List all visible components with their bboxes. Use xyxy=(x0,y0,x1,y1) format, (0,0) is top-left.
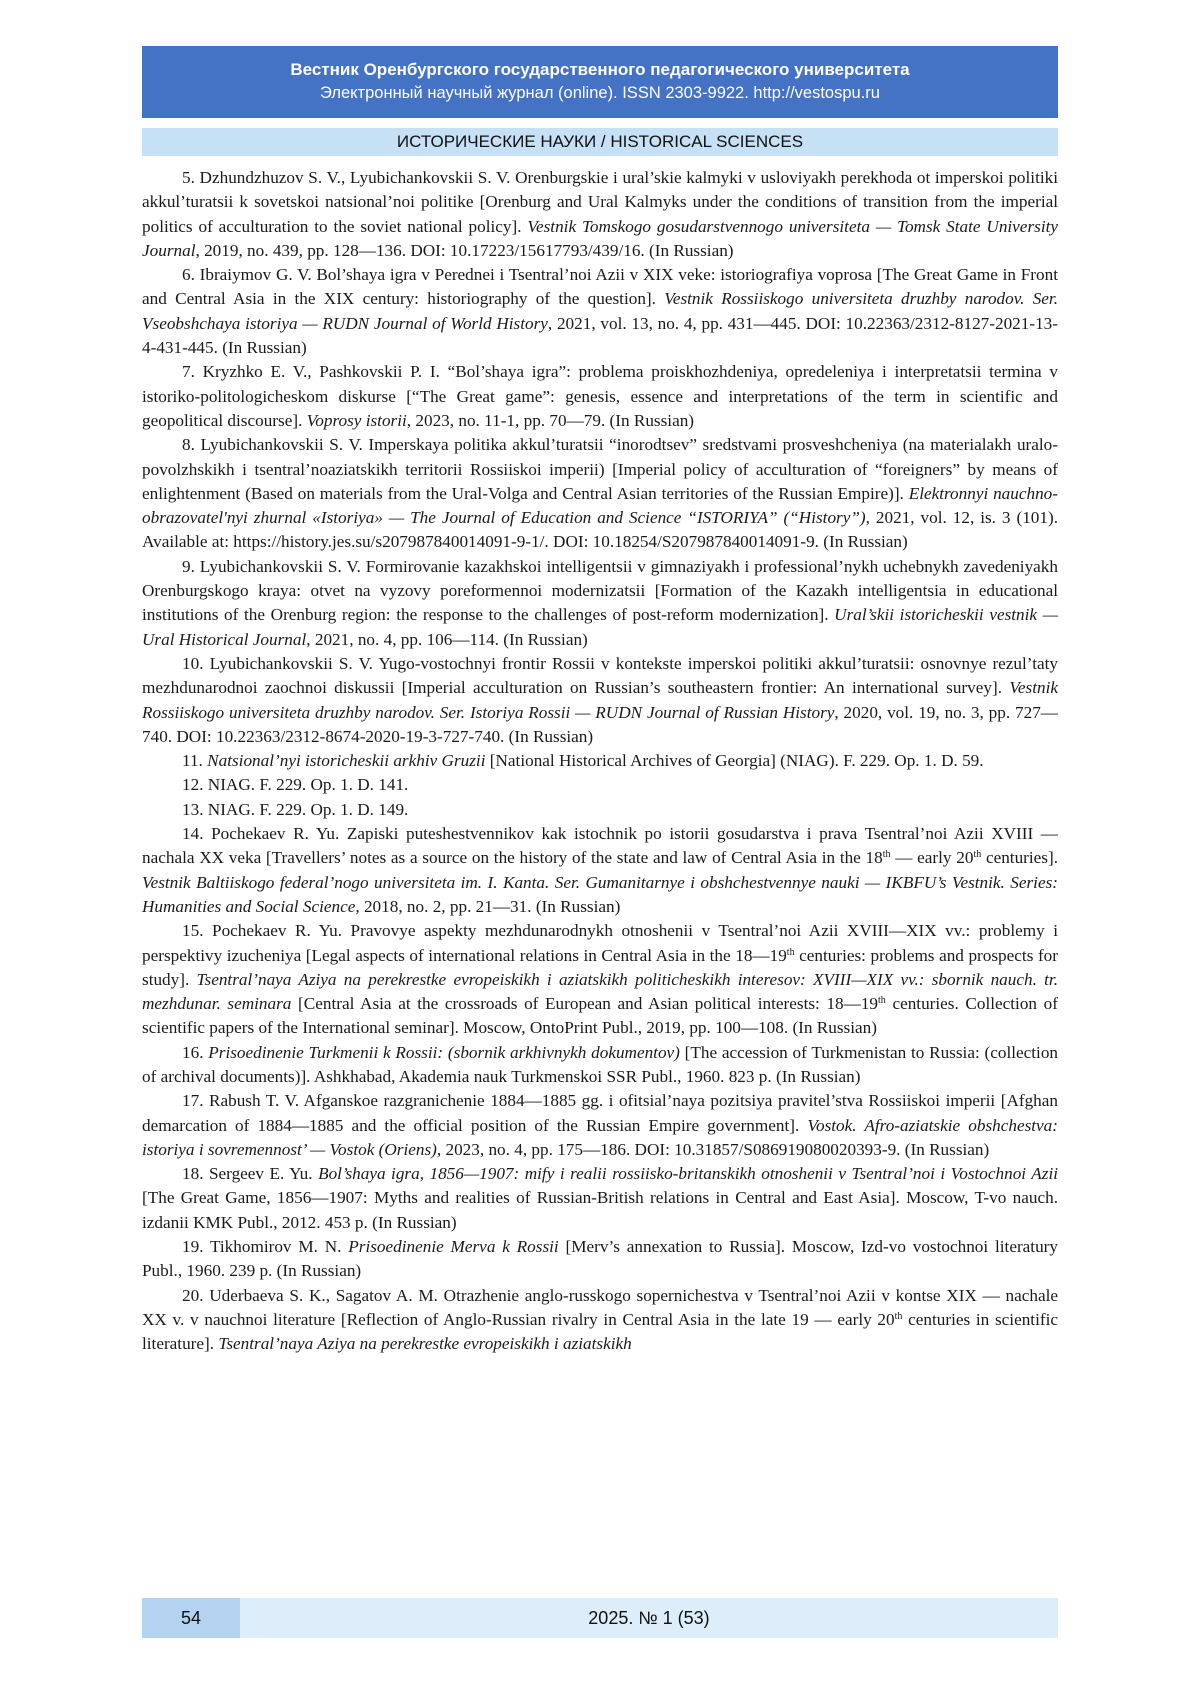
reference-10: 10. Lyubichankovskii S. V. Yugo-vostochnyi frontir Rossii v kontekste imperskoi politiki akkul’turatsii: osnovnye rezul’taty mezhdunarodnoi zaochnoi diskussii [Imperial acculturation on Russian’s southeastern frontier: An international survey]. Vestnik Rossiiskogo universiteta druzhby narodov. Ser. Istoriya Rossii — RUDN Journal of Russian History, 2020, vol. 19, no. 3, pp. 727—740. DOI: 10.22363/2312-8674-2020-19-3-727-740. (In Russian) xyxy=(142,653,1058,746)
journal-title: Вестник Оренбургского государственного педагогического университета xyxy=(290,60,910,79)
journal-subtitle: Электронный научный журнал (online). ISSN 2303-9922. http://vestospu.ru xyxy=(320,84,880,102)
reference-6: 6. Ibraiymov G. V. Bol’shaya igra v Perednei i Tsentral’noi Azii v XIX veke: istoriografiya voprosa [The Great Game in Front and Central Asia in the XIX century: historiography of the question]. Vestnik Rossiiskogo universiteta druzhby narodov. Ser. Vseobshchaya istoriya — RUDN Journal of World History, 2021, vol. 13, no. 4, pp. 431—445. DOI: 10.22363/2312-8127-2021-13-4-431-445. (In Russian) xyxy=(142,265,1058,358)
reference-7: 7. Kryzhko E. V., Pashkovskii P. I. “Bol’shaya igra”: problema proiskhozhdeniya, opredeleniya i interpretatsii termina v istoriko-politologicheskom diskurse [“The Great game”: genesis, essence and interpretations of the term in scientific and geopolitical discourse]. Voprosy istorii, 2023, no. 11-1, pp. 70—79. (In Russian) xyxy=(142,362,1058,430)
issue-label: 2025. № 1 (53) xyxy=(588,1608,710,1628)
reference-12: 12. NIAG. F. 229. Op. 1. D. 141. xyxy=(182,775,409,795)
reference-13: 13. NIAG. F. 229. Op. 1. D. 149. xyxy=(182,799,409,819)
reference-14: 14. Pochekaev R. Yu. Zapiski puteshestvennikov kak istochnik po istorii gosudarstva i prava Tsentral’noi Azii XVIII — nachala XX veka [Travellers’ notes as a source on the history of the state and law of Central Asia in the 18th — early 20th centuries]. Vestnik Baltiiskogo federal’nogo universiteta im. I. Kanta. Ser. Gumanitarnye i obshchestvennye nauki — IKBFU’s Vestnik. Series: Humanities and Social Science, 2018, no. 2, pp. 21—31. (In Russian) xyxy=(142,824,1059,916)
reference-list xyxy=(142,166,1058,1357)
reference-18: 18. Sergeev E. Yu. Bol’shaya igra, 1856—1907: mify i realii rossiisko-britanskikh otnoshenii v Tsentral’noi i Vostochnoi Azii [The Great Game, 1856—1907: Myths and realities of Russian-British relations in Central and East Asia]. Moscow, T-vo nauch. izdanii KMK Publ., 2012. 453 p. (In Russian) xyxy=(142,1164,1058,1232)
reference-5: 5. Dzhundzhuzov S. V., Lyubichankovskii S. V. Orenburgskie i ural’skie kalmyki v usloviyakh perekhoda ot imperskoi politiki akkul’turatsii k sovetskoi natsional’noi politike [Orenburg and Ural Kalmyks under the conditions of transition from the imperial politics of acculturation to the soviet national policy]. Vestnik Tomskogo gosudarstvennogo universiteta — Tomsk State University Journal, 2019, no. 439, pp. 128—136. DOI: 10.17223/15617793/439/16. (In Russian) xyxy=(142,168,1058,260)
reference-20: 20. Uderbaeva S. K., Sagatov A. M. Otrazhenie anglo-russkogo sopernichestva v Tsentral’noi Azii v kontse XIX — nachale XX v. v nauchnoi literature [Reflection of Anglo-Russian rivalry in Central Asia in the late 19 — early 20th centuries in scientific literature]. Tsentral’naya Aziya na perekrestke evropeiskikh i aziatskikh xyxy=(142,1285,1058,1354)
reference-19: 19. Tikhomirov M. N. Prisoedinenie Merva k Rossii [Merv’s annexation to Russia]. Moscow, Izd-vo vostochnoi literatury Publ., 1960. 239 p. (In Russian) xyxy=(142,1237,1058,1281)
reference-16: 16. Prisoedinenie Turkmenii k Rossii: (sbornik arkhivnykh dokumentov) [The accession of Turkmenistan to Russia: (collection of archival documents)]. Ashkhabad, Akademia nauk Turkmenskoi SSR Publ., 1960. 823 p. (In Russian) xyxy=(142,1042,1059,1086)
reference-15: 15. Pochekaev R. Yu. Pravovye aspekty mezhdunarodnykh otnoshenii v Tsentral’noi Azii XVIII—XIX vv.: problemy i perspektivy izucheniya [Legal aspects of international relations in Central Asia in the 18—19th centuries: problems and prospects for study]. Tsentral’naya Aziya na perekrestke evropeiskikh i aziatskikh politicheskikh interesov: XVIII—XIX vv.: sbornik nauch. tr. mezhdunar. seminara [Central Asia at the crossroads of European and Asian political interests: 18—19th centuries. Collection of scientific papers of the International seminar]. Moscow, OntoPrint Publ., 2019, pp. 100—108. (In Russian) xyxy=(142,921,1058,1038)
journal-header xyxy=(142,46,1058,118)
reference-8: 8. Lyubichankovskii S. V. Imperskaya politika akkul’turatsii “inorodtsev” sredstvami prosveshcheniya (na materialakh uralo-povolzhskikh i tsentral’noaziatskikh territorii Rossiiskoi imperii) [Imperial policy of acculturation of “foreigners” by means of enlightenment (Based on materials from the Ural-Volga and Central Asian territories of the Russian Empire)]. Elektronnyi nauchno-obrazovatel'nyi zhurnal «Istoriya» — The Journal of Education and Science “ISTORIYA” (“History”), 2021, vol. 12, is. 3 (101). Available at: https://history.jes.su/s207987840014091-9-1/. DOI: 10.18254/S207987840014091-9. (In Russian) xyxy=(142,435,1058,552)
section-heading: ИСТОРИЧЕСКИЕ НАУКИ / HISTORICAL SCIENCES xyxy=(142,128,1058,156)
reference-17: 17. Rabush T. V. Afganskoe razgranichenie 1884—1885 gg. i ofitsial’naya pozitsiya pravitel’stva Rossiiskoi imperii [Afghan demarcation of 1884—1885 and the official position of the Russian Empire government]. Vostok. Afro-aziatskie obshchestva: istoriya i sovremennost’ — Vostok (Oriens), 2023, no. 4, pp. 175—186. DOI: 10.31857/S086919080020393-9. (In Russian) xyxy=(142,1091,1058,1159)
reference-11: 11. Natsional’nyi istoricheskii arkhiv Gruzii [National Historical Archives of Georgia] (NIAG). F. 229. Op. 1. D. 59. xyxy=(182,751,984,771)
reference-9: 9. Lyubichankovskii S. V. Formirovanie kazakhskoi intelligentsii v gimnaziyakh i professional’nykh uchebnykh zavedeniyakh Orenburgskogo kraya: otvet na vyzovy poreformennoi modernizatsii [Formation of the Kazakh intelligentsia in educational institutions of the Orenburg region: the response to the challenges of post-reform modernization]. Ural’skii istoricheskii vestnik — Ural Historical Journal, 2021, no. 4, pp. 106—114. (In Russian) xyxy=(142,556,1058,649)
page-number: 54 xyxy=(142,1598,240,1638)
page-footer xyxy=(142,1598,1058,1638)
